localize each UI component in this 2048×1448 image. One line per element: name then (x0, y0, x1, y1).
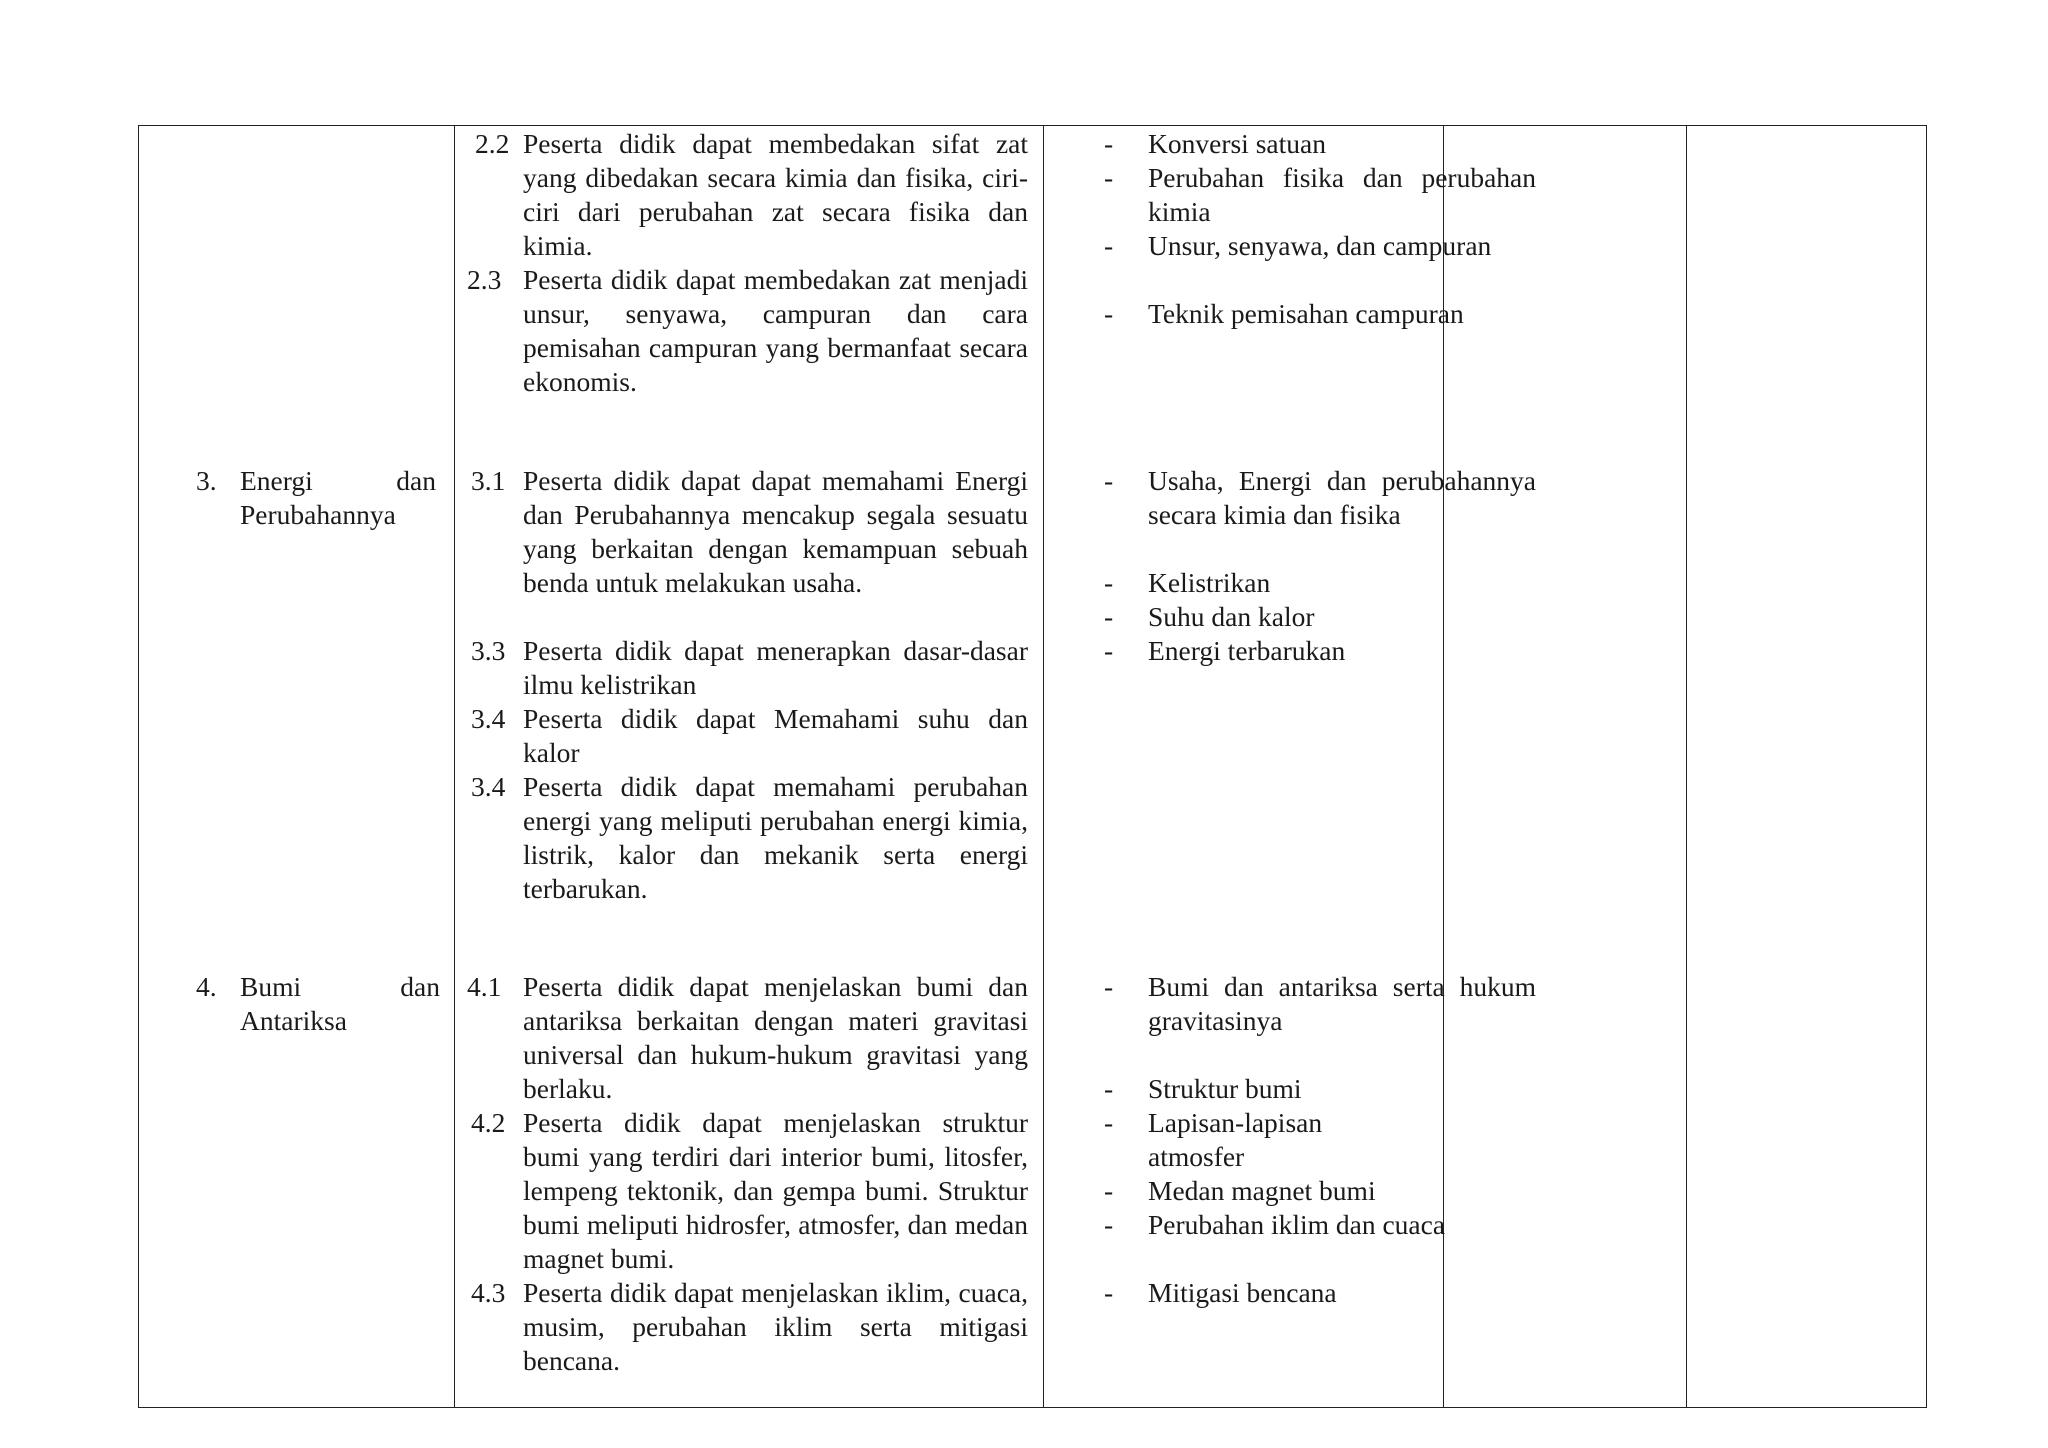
bullet-dash: - (1104, 1073, 1114, 1104)
material-text: Unsur, senyawa, dan campuran (1148, 230, 1492, 261)
material-text: Kelistrikan (1148, 567, 1271, 598)
material-text: Energi terbarukan (1148, 635, 1346, 666)
objective-number: 4.2 (471, 1107, 506, 1138)
bullet-dash: - (1104, 971, 1114, 1002)
objective-number: 3.4 (471, 771, 506, 802)
objective-text: Peserta didik dapat menjelaskan bumi dan antariksa berkaitan dengan materi gravitasi universal dan hukum-hukum gravitasi yang berlaku. (523, 971, 1028, 1104)
topic-number: 4. (196, 971, 217, 1002)
material-text: Konversi satuan (1148, 128, 1326, 159)
material-text: Perubahan iklim dan cuaca (1148, 1209, 1446, 1240)
column-divider (1043, 126, 1044, 1407)
bullet-dash: - (1104, 1107, 1114, 1138)
objective-text: Peserta didik dapat membedakan sifat zat yang dibedakan secara kimia dan fisika, ciri-ciri dari perubahan zat secara fisika dan kimia. (523, 128, 1028, 261)
objective-text: Peserta didik dapat menjelaskan iklim, cuaca, musim, perubahan iklim serta mitigasi bencana. (523, 1277, 1028, 1376)
objective-number: 2.2 (475, 128, 510, 159)
syllabus-table (138, 125, 1927, 1408)
bullet-dash: - (1104, 635, 1114, 666)
topic-title: Energi dan Perubahannya (240, 465, 436, 530)
bullet-dash: - (1104, 162, 1114, 193)
topic-number: 3. (196, 465, 217, 496)
bullet-dash: - (1104, 230, 1114, 261)
bullet-dash: - (1104, 1175, 1114, 1206)
objective-number: 4.3 (471, 1277, 506, 1308)
material-text: Usaha, Energi dan perubahannya secara kimia dan fisika (1148, 465, 1536, 530)
material-text: Mitigasi bencana (1148, 1277, 1337, 1308)
objective-number: 4.1 (467, 971, 502, 1002)
bullet-dash: - (1104, 1277, 1114, 1308)
objective-number: 3.1 (471, 465, 506, 496)
topic-title: Bumi dan Antariksa (240, 971, 440, 1036)
bullet-dash: - (1104, 128, 1114, 159)
bullet-dash: - (1104, 601, 1114, 632)
objective-number: 3.4 (471, 703, 506, 734)
bullet-dash: - (1104, 1209, 1114, 1240)
material-text: Lapisan-lapisan atmosfer (1148, 1107, 1323, 1172)
objective-text: Peserta didik dapat dapat memahami Energi dan Perubahannya mencakup segala sesuatu yang berkaitan dengan kemampuan sebuah benda untuk melakukan usaha. (523, 465, 1028, 598)
objective-text: Peserta didik dapat memahami perubahan energi yang meliputi perubahan energi kimia, listrik, kalor dan mekanik serta energi terbarukan. (523, 771, 1028, 904)
material-text: Medan magnet bumi (1148, 1175, 1376, 1206)
material-text: Perubahan fisika dan perubahan kimia (1148, 162, 1536, 227)
objective-text: Peserta didik dapat menerapkan dasar-dasar ilmu kelistrikan (523, 635, 1028, 700)
objective-text: Peserta didik dapat membedakan zat menjadi unsur, senyawa, campuran dan cara pemisahan campuran yang bermanfaat secara ekonomis. (523, 264, 1028, 397)
objective-text: Peserta didik dapat menjelaskan struktur bumi yang terdiri dari interior bumi, litosfer, lempeng tektonik, dan gempa bumi. Struktur bumi meliputi hidrosfer, atmosfer, dan medan magnet bumi. (523, 1107, 1028, 1274)
objective-number: 2.3 (467, 264, 502, 295)
objective-number: 3.3 (471, 635, 506, 666)
material-text: Teknik pemisahan campuran (1148, 298, 1464, 329)
bullet-dash: - (1104, 465, 1114, 496)
material-text: Suhu dan kalor (1148, 601, 1315, 632)
material-text: Bumi dan antariksa serta hukum gravitasinya (1148, 971, 1536, 1036)
column-divider (454, 126, 455, 1407)
column-divider (1686, 126, 1687, 1407)
material-text: Struktur bumi (1148, 1073, 1302, 1104)
objective-text: Peserta didik dapat Memahami suhu dan kalor (523, 703, 1028, 768)
bullet-dash: - (1104, 567, 1114, 598)
bullet-dash: - (1104, 298, 1114, 329)
